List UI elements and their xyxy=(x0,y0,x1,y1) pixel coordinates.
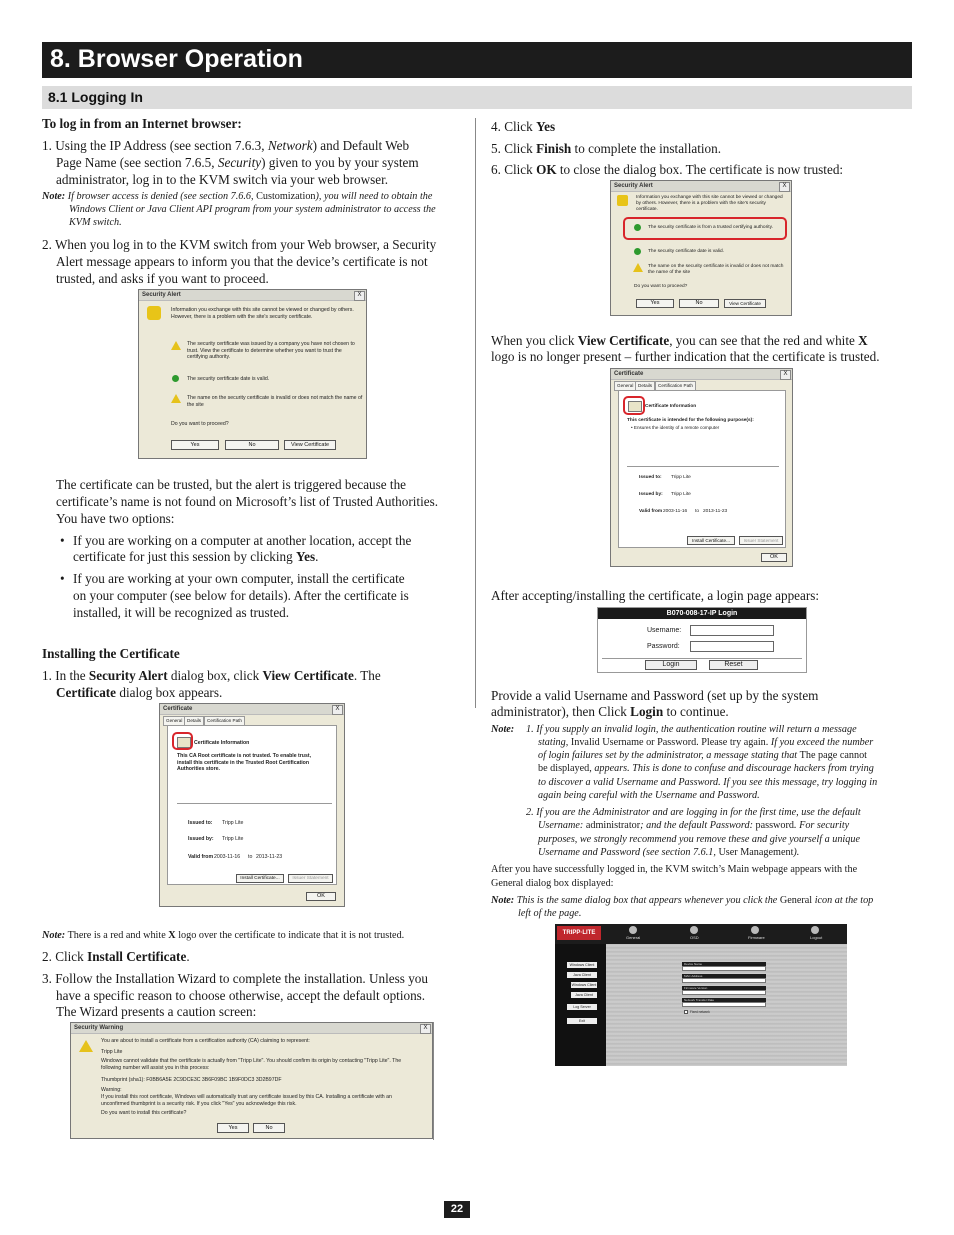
osd-icon xyxy=(690,926,698,934)
mac-address-field xyxy=(682,978,766,983)
view-cert-para: When you click View Certificate, you can see that the red and white X xyxy=(491,333,868,348)
chapter-title: 8. Browser Operation xyxy=(50,45,303,73)
bullet-2-line2: on your computer (see below for details). After the certificate is xyxy=(73,588,409,603)
lead-text: To log in from an Internet browser: xyxy=(42,116,242,131)
install-certificate-button: Install Certificate... xyxy=(687,536,735,545)
nav-general: General xyxy=(626,935,641,940)
no-button: No xyxy=(253,1123,285,1133)
tab-details: Details xyxy=(184,716,204,726)
page-number: 22 xyxy=(444,1201,470,1218)
tab-general: General xyxy=(163,716,185,726)
bullet-1-line2: certificate for just this session by clicking Yes. xyxy=(73,549,319,564)
note-2: Note: There is a red and white X logo over the certificate to indicate that it is not trusted. xyxy=(42,930,405,941)
certificate-untrusted-text: This CA Root certificate is not trusted. To enable trust, install this certificate in the Trusted Root Certification Authorities store. xyxy=(177,753,312,772)
yes-button: Yes xyxy=(636,299,674,308)
chapter-header xyxy=(42,42,912,78)
valid-to-value: 2013-11-23 xyxy=(703,509,728,514)
red-highlight-ring xyxy=(172,732,193,750)
note-3-1f: again being careful with the Username and Password. xyxy=(538,790,760,801)
install-heading: Installing the Certificate xyxy=(42,646,180,661)
tab-general: General xyxy=(614,381,636,391)
alert-line-1: The security certificate was issued by a company you have not chosen to trust. View the certificate to determine whether you want to trust the certifying authority. xyxy=(187,341,355,360)
step-4: 4. Click Yes xyxy=(491,119,556,134)
nav-osd: OSD xyxy=(690,935,699,940)
dialog-title: Security Warning xyxy=(71,1023,432,1034)
login-title: B070-008-17-IP Login xyxy=(598,608,806,619)
note-3-label: Note: xyxy=(491,724,515,735)
view-certificate-button: View Certificate xyxy=(284,440,336,450)
close-icon: X xyxy=(779,182,790,192)
ok-button: OK xyxy=(306,892,336,901)
dialog-title: Certificate xyxy=(611,369,792,380)
yes-button: Yes xyxy=(217,1123,249,1133)
no-button: No xyxy=(225,440,279,450)
sidebar-item-windows-client-2: Windows Client xyxy=(571,983,597,987)
firmware-version-field xyxy=(682,990,766,995)
tab-details: Details xyxy=(635,381,655,391)
section-header xyxy=(42,86,912,109)
trust-line-1: The certificate can be trusted, but the alert is triggered because the xyxy=(56,477,407,492)
tab-certification-path: Certification Path xyxy=(655,381,696,391)
after-login-text: After you have successfully logged in, the KVM switch’s Main webpage appears with the xyxy=(491,864,858,875)
tab-certification-path: Certification Path xyxy=(204,716,245,726)
valid-from-label: Valid from xyxy=(188,854,214,860)
note-3-2a: 2. If you are the Administrator and are logging in for the first time, use the default xyxy=(526,807,861,818)
reset-button: Reset xyxy=(709,660,758,670)
warning-thumbprint: Thumbprint (sha1): F0BB6A5E 2C9DCE3C 3B6F09BC 1B9F0DC3 3D2B97DF xyxy=(101,1077,282,1083)
warning-line-3: Windows cannot validate that the certificate is actually from "Tripp Lite". You should confirm its origin by contacting "Tripp Lite". The following number will assist you in this process: xyxy=(101,1058,402,1071)
trust-line-2: certificate’s name is not found on Microsoft’s list of Trusted Authorities. xyxy=(56,494,439,509)
valid-from-value: 2003-11-16 xyxy=(663,509,688,514)
issuer-statement-button: Issuer Statement xyxy=(288,874,333,883)
issued-by-label: Issued by: xyxy=(639,492,663,497)
section-title: 8.1 Logging In xyxy=(48,89,143,105)
note-3-2c: purposes, we strongly recommend you remove these and give yourself a unique xyxy=(538,834,860,845)
ok-button: OK xyxy=(761,553,787,562)
issued-by-label: Issued by: xyxy=(188,836,214,842)
install-step-3: 3. Follow the Installation Wizard to complete the installation. Unless you xyxy=(42,971,428,986)
note-3-2b: Username: administrator; and the default Password: password. For security xyxy=(538,820,850,831)
sidebar-item-java-client-2: Java Client xyxy=(571,992,597,998)
note-3-1c: of login failures set by the administrator, a message stating that The page cannot xyxy=(538,750,867,761)
note-4-line2: left of the page. xyxy=(518,908,582,919)
step-1-line2: Page Name (see section 7.6.5, Security) given to you by your system xyxy=(56,155,419,170)
separator xyxy=(177,803,332,804)
alert-question: Do you want to proceed? xyxy=(171,421,229,427)
step-2: 2. When you log in to the KVM switch from your Web browser, a Security xyxy=(42,237,437,252)
device-name-field xyxy=(682,966,766,971)
password-field xyxy=(690,641,774,652)
red-highlight-ring xyxy=(623,396,645,415)
close-icon: X xyxy=(780,370,791,380)
alert-intro: Information you exchange with this site cannot be viewed or changed by others. However, there is a problem with the site's security certificate. xyxy=(636,195,783,212)
alert-line-2: The security certificate date is valid. xyxy=(648,249,724,254)
password-label: Password: xyxy=(647,643,680,650)
certificate-purpose: • Ensures the identity of a remote computer xyxy=(631,425,720,430)
main-page-screenshot xyxy=(555,924,847,1066)
issued-to-value: Tripp Lite xyxy=(671,475,691,480)
check-icon xyxy=(172,375,179,382)
fixed-network-label: Fixed network xyxy=(690,1010,710,1014)
warning-icon xyxy=(171,394,181,403)
issued-by-value: Tripp Lite xyxy=(671,492,691,497)
close-icon: X xyxy=(332,705,343,715)
bullet-icon: • xyxy=(60,571,65,586)
provide-text: Provide a valid Username and Password (set up by the system xyxy=(491,688,819,703)
step-1-line3: administrator, log in to the KVM switch via your web browser. xyxy=(56,172,389,187)
certificate-untrusted-screenshot xyxy=(159,703,345,907)
issued-to-label: Issued to: xyxy=(188,820,213,826)
sidebar-item-java-client: Java Client xyxy=(567,972,597,978)
check-icon xyxy=(634,248,641,255)
firmware-icon xyxy=(751,926,759,934)
check-icon xyxy=(634,224,641,231)
note-3-1e: to discover a valid Username and Password. If you see this message, try logging in xyxy=(538,777,878,788)
valid-to-label: to xyxy=(248,854,253,860)
install-step-1-line2: Certificate dialog box appears. xyxy=(56,685,223,700)
certificate-info-heading: Certificate Information xyxy=(645,404,697,409)
sidebar-item-log-server: Log Server xyxy=(567,1004,597,1010)
warning-label: Warning: xyxy=(101,1087,122,1093)
note-1-line3: KVM switch. xyxy=(69,217,122,228)
no-button: No xyxy=(679,299,719,308)
dialog-title: Security Alert xyxy=(139,290,366,301)
security-alert-screenshot xyxy=(138,289,367,459)
certificate-info-heading: Certificate Information xyxy=(194,740,250,746)
valid-from-label: Valid from xyxy=(639,509,663,514)
close-icon: X xyxy=(420,1024,431,1034)
step-6: 6. Click OK to close the dialog box. The certificate is now trusted: xyxy=(491,162,844,177)
bullet-2: If you are working at your own computer, install the certificate xyxy=(73,571,405,586)
issuer-statement-button: Issuer Statement xyxy=(739,536,783,545)
note-3-1b: stating, Invalid Username or Password. Please try again. If you exceed the number xyxy=(538,737,874,748)
note-3-1a: 1. If you supply an invalid login, the authentication routine will return a message xyxy=(526,724,857,735)
certificate-panel xyxy=(618,390,786,548)
alert-question: Do you want to proceed? xyxy=(634,284,688,289)
warning-icon xyxy=(79,1040,93,1052)
security-alert-trusted-screenshot xyxy=(610,180,792,316)
nav-logout: Logout xyxy=(810,935,823,940)
certificate-intended-text: This certificate is intended for the following purpose(s): xyxy=(627,418,754,423)
bullet-1: If you are working on a computer at another location, accept the xyxy=(73,533,412,548)
view-certificate-button: View Certificate xyxy=(724,299,766,308)
nav-firmware: Firmware xyxy=(748,935,765,940)
issued-by-value: Tripp Lite xyxy=(222,836,244,842)
note-3-2d: Username and Password (see section 7.6.1, User Management). xyxy=(538,847,800,858)
valid-to-label: to xyxy=(695,509,700,514)
panel-device-name: Device Name xyxy=(682,962,766,966)
issued-to-value: Tripp Lite xyxy=(222,820,244,826)
step-2-line2: Alert message appears to inform you that the device’s certificate is not xyxy=(56,254,428,269)
trust-line-3: You have two options: xyxy=(56,511,175,526)
step-5: 5. Click Finish to complete the installation. xyxy=(491,141,722,156)
warning-line-2: Tripp Lite xyxy=(101,1049,123,1055)
install-step-1: 1. In the Security Alert dialog box, click View Certificate. The xyxy=(42,668,381,683)
alert-line-1: The security certificate is from a trusted certifying authority. xyxy=(648,225,773,230)
valid-from-value: 2003-11-16 xyxy=(214,854,241,860)
certificate-trusted-screenshot xyxy=(610,368,793,567)
note-1-line2: Windows Client or Java Client API program from your system administrator to access the xyxy=(69,204,436,215)
fixed-network-checkbox xyxy=(684,1010,688,1014)
security-warning-screenshot xyxy=(70,1022,433,1139)
certificate-panel xyxy=(167,725,337,885)
dialog-title: Certificate xyxy=(160,704,344,715)
after-install-text: After accepting/installing the certificate, a login page appears: xyxy=(491,588,820,603)
warning-line-1: You are about to install a certificate from a certification authority (CA) claiming to represent: xyxy=(101,1038,310,1044)
separator xyxy=(627,466,779,467)
login-screenshot xyxy=(597,607,807,673)
step-1: 1. Using the IP Address (see section 7.6.3, Network) and Default Web xyxy=(42,138,410,153)
after-login-text-line2: General dialog box displayed: xyxy=(491,878,614,889)
column-divider xyxy=(475,118,476,708)
panel-firmware-version: Firmware Version xyxy=(682,986,766,990)
issued-to-label: Issued to: xyxy=(639,475,662,480)
warning-icon xyxy=(171,341,181,350)
step-2-line3: trusted, and asks if you want to proceed. xyxy=(56,271,269,286)
view-cert-para-line2: logo is no longer present – further indication that the certificate is trusted. xyxy=(491,349,880,364)
valid-to-value: 2013-11-23 xyxy=(256,854,283,860)
panel-mac-address: MAC Address xyxy=(682,974,766,978)
logout-icon xyxy=(811,926,819,934)
install-step-3-line2: have a specific reason to choose otherwise, accept the default options. xyxy=(56,988,426,1003)
lock-icon xyxy=(617,195,628,206)
install-step-3-line3: The Wizard presents a caution screen: xyxy=(56,1004,257,1019)
sidebar-item-exit: Exit xyxy=(567,1018,597,1024)
warning-line-6: If you install this root certificate, Windows will automatically trust any certificate issued by this CA. Installing a certificate with an unconfirmed thumbprint is a security risk. If you click "Yes" you acknowledge this risk. xyxy=(101,1094,392,1107)
note-1: Note: If browser access is denied (see section 7.6.6, Customization), you will need to obtain the xyxy=(42,191,433,202)
alert-line-3: The name on the security certificate is invalid or does not match the name of the site xyxy=(648,264,784,275)
alert-line-3: The name on the security certificate is invalid or does not match the name of the site xyxy=(187,395,363,408)
warning-question: Do you want to install this certificate? xyxy=(101,1110,187,1116)
yes-button: Yes xyxy=(171,440,219,450)
install-certificate-button: Install Certificate... xyxy=(236,874,284,883)
warning-icon xyxy=(633,263,643,272)
bullet-icon: • xyxy=(60,533,65,548)
username-field xyxy=(690,625,774,636)
general-icon xyxy=(629,926,637,934)
network-rate-field xyxy=(682,1002,766,1007)
login-button: Login xyxy=(645,660,697,670)
panel-network-transfer-rate: Network Transfer Rate xyxy=(682,998,766,1002)
lock-icon xyxy=(147,306,161,320)
sidebar xyxy=(555,944,606,1066)
install-step-2: 2. Click Install Certificate. xyxy=(42,949,190,964)
main-content xyxy=(606,944,847,1066)
sidebar-item-windows-client: Windows Client xyxy=(567,962,597,968)
alert-line-2: The security certificate date is valid. xyxy=(187,376,270,382)
bullet-2-line3: installed, it will be recognized as trusted. xyxy=(73,605,290,620)
note-4: Note: This is the same dialog box that appears whenever you click the General icon at the top xyxy=(491,895,874,906)
provide-text-line2: administrator), then Click Login to continue. xyxy=(491,704,729,719)
column-divider-lower xyxy=(433,1022,434,1140)
close-icon: X xyxy=(354,291,365,301)
note-3-1d: be displayed, appears. This is done to confuse and discourage hackers from trying xyxy=(538,763,874,774)
username-label: Username: xyxy=(647,627,682,634)
tripp-lite-logo: TRIPP·LITE xyxy=(557,926,601,940)
alert-intro: Information you exchange with this site cannot be viewed or changed by others. However, there is a problem with the site's security certificate. xyxy=(171,307,354,320)
separator xyxy=(602,658,802,659)
dialog-title: Security Alert xyxy=(611,181,791,192)
